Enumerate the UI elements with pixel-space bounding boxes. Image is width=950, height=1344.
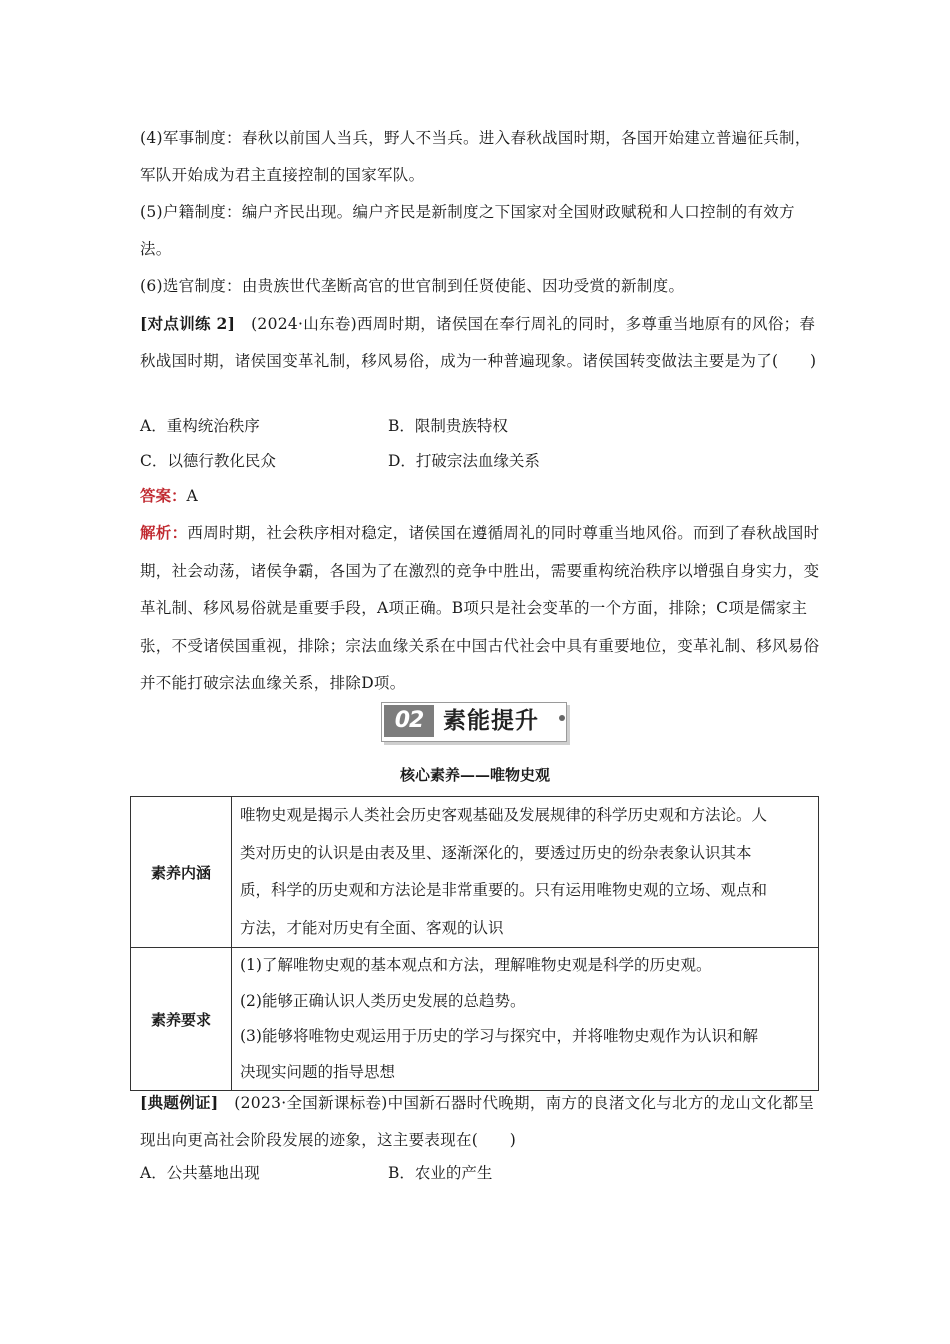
example-label: [典题例证]: [140, 1093, 219, 1112]
content-line: 方法，才能对历史有全面、客观的认识: [240, 918, 504, 937]
row-label: 素养要求: [131, 948, 232, 1091]
content-line: 类对历史的认识是由表及里、逐渐深化的，要透过历史的纷杂表象认识其本: [240, 843, 752, 862]
exercise-2-stem: [140, 305, 820, 380]
exercise-2-analysis: [140, 514, 820, 703]
analysis-text: 西周时期，社会秩序相对稳定，诸侯国在遵循周礼的同时尊重当地风俗。而到了春秋战国时期，社会动荡，诸侯争霸，各国为了在激烈的竞争中胜出，需要重构统治秩序以增强自身实力，变革礼制、移风易俗就是重要手段，A项正确。B项只是社会变革的一个方面，排除；C项是儒家主张，不受诸侯国重视，排除；宗法血缘关系在中国古代社会中具有重要地位，变革礼制、移风易俗并不能打破宗法血缘关系，排除D项。: [140, 524, 820, 692]
core-literacy-title: 核心素养——唯物史观: [399, 766, 550, 784]
core-literacy-table: [130, 796, 819, 1091]
exercise-2-option-a: A．重构统治秩序: [140, 417, 260, 435]
paragraph-official-selection: (6)选官制度：由贵族世代垄断高官的世官制到任贤使能、因功受赏的新制度。: [140, 277, 685, 295]
content-line: 决现实问题的指导思想: [240, 1062, 396, 1081]
content-line: (2)能够正确认识人类历史发展的总趋势。: [240, 991, 526, 1010]
banner-dot: [559, 715, 565, 721]
exercise-2-option-c: C．以德行教化民众: [140, 452, 276, 470]
exercise-2-source: (2024·山东卷): [251, 315, 358, 333]
example-option-a: A．公共墓地出现: [140, 1164, 260, 1182]
answer-value: A: [186, 487, 198, 505]
content-line: 质，科学的历史观和方法论是非常重要的。只有运用唯物史观的立场、观点和: [240, 881, 768, 899]
exercise-2-answer: [140, 478, 198, 514]
exercise-2-question: 西周时期，诸侯国在奉行周礼的同时，多尊重当地原有的风俗；春秋战国时期，诸侯国变革礼制，移风易俗，成为一种普遍现象。诸侯国转变做法主要是为了( ): [140, 315, 817, 370]
example-option-b: B．农业的产生: [388, 1164, 493, 1182]
section-title: 素能提升: [443, 708, 539, 734]
paragraph-military-system: (4)军事制度：春秋以前国人当兵，野人不当兵。进入春秋战国时期，各国开始建立普遍征兵制，军队开始成为君主直接控制的国家军队。: [140, 129, 811, 184]
answer-label: 答案：: [140, 486, 187, 505]
section-banner: [381, 700, 571, 744]
row-content: [232, 797, 819, 948]
example-stem: [140, 1084, 820, 1159]
exercise-2-option-d: D．打破宗法血缘关系: [388, 452, 540, 470]
content-line: (3)能够将唯物史观运用于历史的学习与探究中，并将唯物史观作为认识和解: [240, 1027, 758, 1045]
section-number: 02: [384, 705, 434, 737]
table-row: [131, 948, 819, 1091]
example-source: (2023·全国新课标卷): [234, 1094, 388, 1112]
example-question: 中国新石器时代晚期，南方的良渚文化与北方的龙山文化都呈现出向更高社会阶段发展的迹象，这主要表现在( ): [140, 1094, 815, 1149]
row-content: [232, 948, 819, 1091]
exercise-2-label: [对点训练 2]: [140, 314, 236, 333]
paragraph-household-system: (5)户籍制度：编户齐民出现。编户齐民是新制度之下国家对全国财政赋税和人口控制的有效方法。: [140, 203, 795, 258]
analysis-label: 解析：: [140, 523, 188, 542]
row-label: 素养内涵: [131, 797, 232, 948]
table-row: [131, 797, 819, 948]
exercise-2-option-b: B．限制贵族特权: [388, 417, 508, 435]
content-line: (1)了解唯物史观的基本观点和方法，理解唯物史观是科学的历史观。: [240, 956, 712, 974]
content-line: 唯物史观是揭示人类社会历史客观基础及发展规律的科学历史观和方法论。人: [240, 806, 768, 824]
